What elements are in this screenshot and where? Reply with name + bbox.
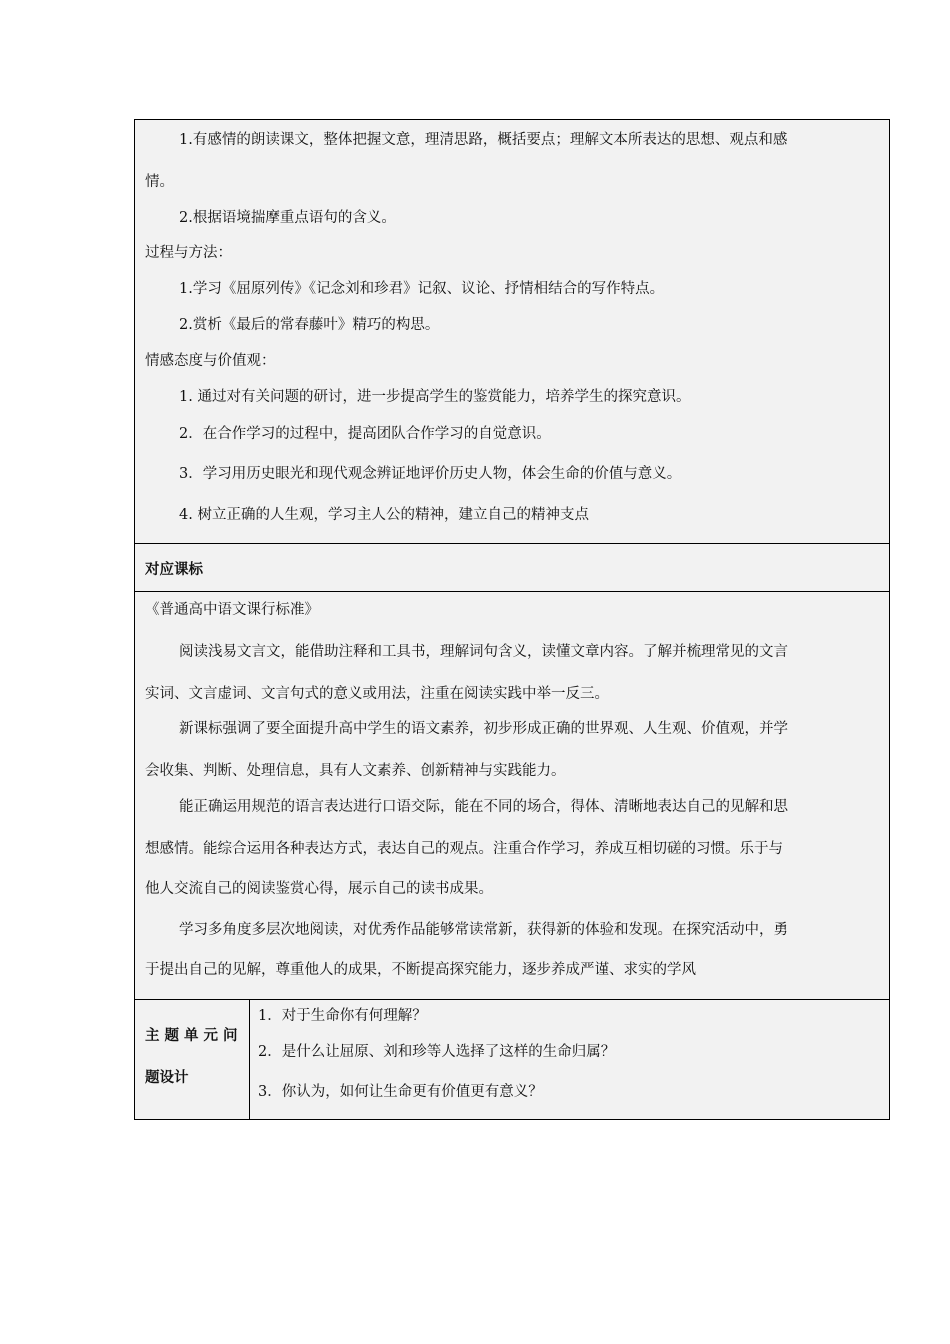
standards-p4-line2: 于提出自己的见解，尊重他人的成果，不断提高探究能力，逐步养成严谨、求实的学风: [145, 962, 696, 978]
standards-p1-line2: 实词、文言虚词、文言句式的意义或用法，注重在阅读实践中举一反三。: [145, 686, 609, 702]
objective-knowledge-1: 1.有感情的朗读课文，整体把握文意，理清思路，概括要点；理解文本所表达的思想、观点和感: [179, 132, 788, 148]
objectives-section: [135, 120, 889, 544]
standards-body-section: [135, 592, 889, 1000]
standards-p2-line2: 会收集、判断、处理信息，具有人文素养、创新精神与实践能力。: [145, 763, 566, 779]
standards-heading: 对应课标: [145, 562, 203, 578]
problem-design-section: [135, 1000, 889, 1119]
emotion-item-2: 2．在合作学习的过程中，提高团队合作学习的自觉意识。: [179, 426, 551, 442]
standards-title: 《普通高中语文课行标准》: [145, 602, 319, 618]
question-2: 2．是什么让屈原、刘和珍等人选择了这样的生命归属？: [258, 1044, 616, 1060]
standards-p4-line1: 学习多角度多层次地阅读，对优秀作品能够常读常新，获得新的体验和发现。在探究活动中，勇: [179, 922, 788, 938]
standards-p2-line1: 新课标强调了要全面提升高中学生的语文素养，初步形成正确的世界观、人生观、价值观，并学: [179, 721, 788, 737]
question-3: 3．你认为，如何让生命更有价值更有意义？: [258, 1084, 543, 1100]
process-heading: 过程与方法：: [145, 245, 232, 261]
emotion-item-4: 4. 树立正确的人生观，学习主人公的精神，建立自己的精神支点: [179, 507, 589, 523]
standards-p3-line1: 能正确运用规范的语言表达进行口语交际，能在不同的场合，得体、清晰地表达自己的见解和思: [179, 799, 788, 815]
problem-questions: [250, 1000, 889, 1119]
lesson-plan-table: [134, 119, 890, 1120]
problem-label-line1: 主题单元问: [145, 1028, 243, 1044]
emotion-item-3: 3．学习用历史眼光和现代观念辨证地评价历史人物，体会生命的价值与意义。: [179, 466, 682, 482]
emotion-heading: 情感态度与价值观：: [145, 353, 276, 369]
problem-label-line2: 题设计: [145, 1070, 189, 1086]
objective-knowledge-1-cont: 情。: [145, 174, 174, 190]
standards-header-section: [135, 544, 889, 592]
standards-p1-line1: 阅读浅易文言文，能借助注释和工具书，理解词句含义，读懂文章内容。了解并梳理常见的文言: [179, 644, 788, 660]
objective-knowledge-2: 2.根据语境揣摩重点语句的含义。: [179, 210, 396, 226]
question-1: 1．对于生命你有何理解？: [258, 1008, 427, 1024]
process-item-1: 1.学习《屈原列传》《记念刘和珍君》记叙、议论、抒情相结合的写作特点。: [179, 281, 665, 297]
standards-p3-line3: 他人交流自己的阅读鉴赏心得，展示自己的读书成果。: [145, 881, 493, 897]
standards-p3-line2: 想感情。能综合运用各种表达方式，表达自己的观点。注重合作学习，养成互相切磋的习惯。乐于与: [145, 841, 783, 857]
emotion-item-1: 1. 通过对有关问题的研讨，进一步提高学生的鉴赏能力，培养学生的探究意识。: [179, 389, 691, 405]
process-item-2: 2.赏析《最后的常春藤叶》精巧的构思。: [179, 317, 440, 333]
problem-design-label: [135, 1000, 250, 1119]
